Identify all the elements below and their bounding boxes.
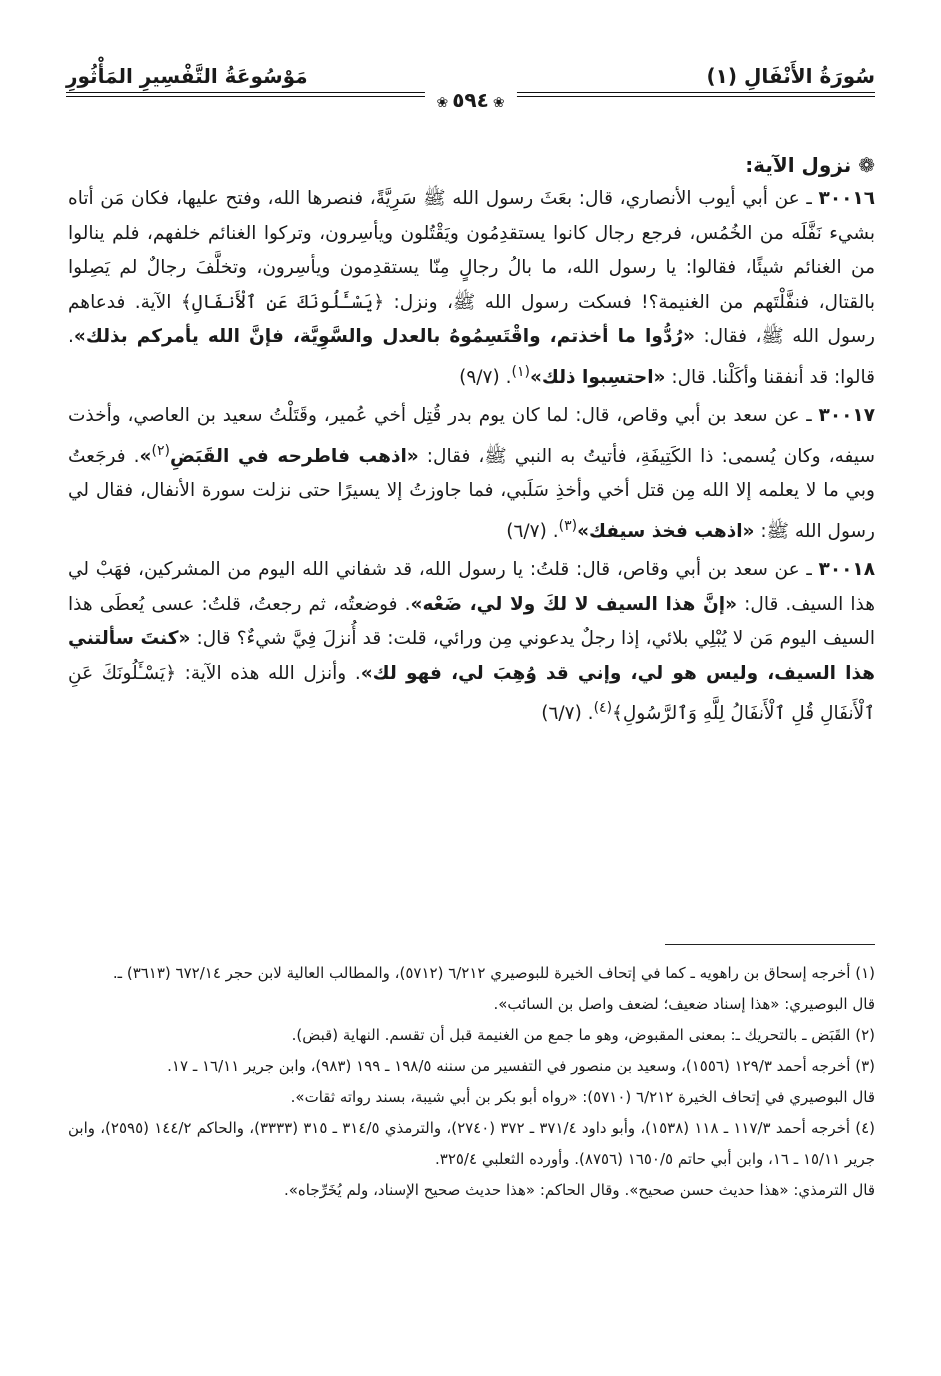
hadith-text: . وأنزل الله هذه الآية: (176, 662, 361, 684)
prophet-saying-end: » (139, 445, 152, 467)
footnote-ref[interactable]: (٢) (151, 442, 170, 459)
hadith-text: الآية. فدعاهم رسول الله ﷺ، فقال: (68, 291, 875, 347)
quran-verse: ﴿يَسْـَٔلُونَكَ عَنِ ٱلْأَنفَالِ﴾ (180, 291, 385, 313)
prophet-saying: «اذهب فخذ سيفك» (577, 520, 755, 542)
hadith-tail: . (٩/٧) (459, 366, 512, 388)
footnote: (٢) القَبَض ـ بالتحريك ـ: بمعنى المقبوض، وهو ما جمع من الغنيمة قبل أن تقسم. النهاية (قبض). (291, 1026, 875, 1044)
hadith-text: . فوضعتُه، ثم رجعتُ، قلتُ: عسى يُعطَى هذا السيف اليوم مَن لا يُبْلِي بلائي، إذا رجلٌ يدعوني مِن ورائي، قلت: قد أُنزلَ فِيَّ شيءٌ؟ قال: (68, 593, 875, 650)
prophet-saying: «احتسِبوا ذلك» (529, 366, 666, 388)
page-number-value: ٥٩٤ (452, 88, 489, 112)
hadith-paragraph (68, 399, 875, 549)
hadith-tail: . (٦/٧) (506, 520, 559, 542)
footnote: (٣) أخرجه أحمد ١٢٩/٣ (١٥٥٦)، وسعيد بن منصور في التفسير من سننه ١٩٨/٥ ـ ١٩٩ (٩٨٣)، وابن جرير ١٦/١١ ـ ١٧. (167, 1057, 875, 1075)
prophet-saying: «رُدُّوا ما أخذتم، واقْتَسِمُوهُ بالعدل والسَّوِيَّة، فإنَّ الله يأمركم بذلك» (73, 326, 695, 347)
section-title: ❁ نزول الآية: (745, 153, 875, 177)
footnotes (68, 958, 875, 1206)
hadith-paragraph (68, 553, 875, 732)
footnote: قال الترمذي: «هذا حديث حسن صحيح». وقال الحاكم: «هذا حديث صحيح الإسناد، ولم يُخَرِّجاه». (283, 1181, 875, 1199)
chapter-title: سُورَةُ الأَنْفَالِ (١) (706, 64, 875, 88)
footnote-ref[interactable]: (١) (511, 363, 530, 380)
hadith-paragraph (68, 182, 875, 395)
ornament-icon: ❀ (436, 95, 449, 111)
prophet-saying: «اذهب فاطرحه في القَبَضِ (169, 445, 419, 467)
hadith-number: ٣٠٠١٨ (818, 559, 875, 581)
quran-verse: ﴿يَسْـَٔلُونَكَ عَنِ ٱلْأَنفَالِ قُلِ ٱلْأَنفَالُ لِلَّهِ وَٱلرَّسُولِ﴾ (68, 662, 875, 725)
book-title: مَوْسُوعَةُ التَّفْسِيرِ المَأْثُورِ (66, 64, 308, 88)
prophet-saying: «كنتَ سألتني هذا السيف، وليس هو لي، وإني قد وُهِبَ لي، فهو لك» (68, 628, 875, 684)
footnote: قال البوصيري في إتحاف الخيرة ٦/٢١٢ (٥٧١٠): «رواه أبو بكر بن أبي شيبة، بسند رواته ثقات». (290, 1088, 875, 1106)
footnote-ref[interactable]: (٤) (593, 700, 613, 717)
hadith-text: . قالوا: قد أنفقنا وأكَلْنا. قال: (68, 326, 875, 388)
footnote-divider (665, 944, 875, 945)
main-text (68, 148, 875, 732)
hadith-text: ـ عن سعد بن أبي وقاص، قال: لما كان يوم بدر قُتِل أخي عُمير، وقَتَلْتُ سعيد بن العاصي، وأخذت سيفه، وكان يُسمى: ذا الكَتِيفَةِ، فأتيتُ به النبي ﷺ، فقال: (68, 405, 875, 467)
footnote: قال البوصيري: «هذا إسناد ضعيف؛ لضعف واصل بن السائب». (493, 995, 875, 1013)
ornament-icon: ❀ (492, 95, 505, 111)
hadith-tail: . (٦/٧) (541, 703, 594, 725)
footnote: (١) أخرجه إسحاق بن راهويه ـ كما في إتحاف الخيرة للبوصيري ٦/٢١٢ (٥٧١٢)، والمطالب العالية لابن حجر ٦٧٢/١٤ (٣٦١٣) ـ. (112, 964, 875, 982)
hadith-number: ٣٠٠١٧ (818, 405, 875, 427)
hadith-number: ٣٠٠١٦ (818, 188, 875, 209)
prophet-saying: «إنَّ هذا السيف لا لكَ ولا لي، ضَعْه» (410, 593, 738, 615)
hadith-text: ـ عن سعد بن أبي وقاص، قال: قلتُ: يا رسول الله، قد شفاني الله اليوم من المشركين، فهَبْ لي هذا السيف. قال: (68, 559, 875, 615)
footnote: (٤) أخرجه أحمد ١١٧/٣ ـ ١١٨ (١٥٣٨)، وأبو داود ٣٧١/٤ ـ ٣٧٢ (٢٧٤٠)، والترمذي ٣١٤/٥ ـ ٣١٥ (٣٣٣٣)، والحاكم ١٤٤/٢ (٢٥٩٥)، وابن جرير ١٥/١١ ـ ١٦، وابن أبي حاتم ١٦٥٠/٥ (٨٧٥٦). وأورده الثعلبي ٣٢٥/٤. (68, 1119, 876, 1168)
footnote-ref[interactable]: (٣) (558, 517, 578, 534)
page-number (424, 88, 516, 112)
hadith-text: ـ عن أبي أيوب الأنصاري، قال: بعَثَ رسول الله ﷺ سَرِيَّةً، فنصرها الله، وفتح عليها، فكان مَن أتاه بشيء نَفَّلَه من الخُمُس، فرجع رجال كانوا يستقدِمُون ويَقْتُلون ويأسِرون، وتركوا الغنائم خلفهم، فلم ينالوا من الغنائم شيئًا، فقالوا: يا رسول الله، ما بالُ رجالٍ مِنّا يستقدِمون ويأسِرون، وتخلَّفَ رجالٌ لم يَصِلوا بالقتال، فنفَّلْتَهم من الغنيمة؟! فسكت رسول الله ﷺ، ونزل: (68, 188, 875, 313)
hadith-text: . فرجَعتُ وبي ما لا يعلمه إلا الله مِن قتل أخي وأخذِ سَلَبي، فما جاوزتُ إلا يسيرًا حتى نزلت سورة الأنفال، فقال لي رسول الله ﷺ: (68, 445, 875, 542)
